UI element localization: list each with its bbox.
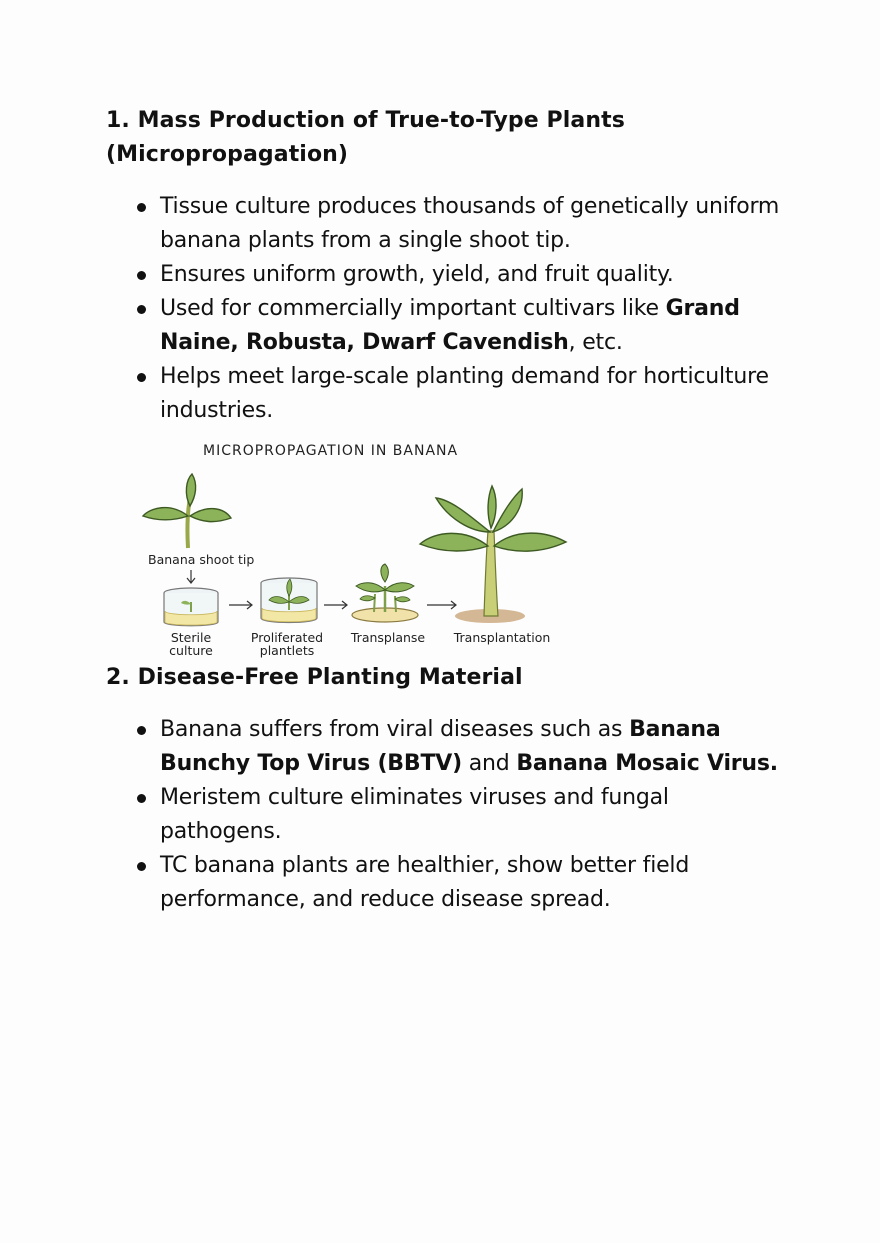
list-item — [130, 360, 790, 428]
section-heading-disease-free: 2. Disease-Free Planting Material — [106, 665, 523, 690]
shoot-tip-label: Banana shoot tip — [148, 552, 255, 567]
stage2-label-line1: Proliferated — [250, 630, 324, 645]
bullet-text: Ensures uniform growth, yield, and fruit quality. — [160, 262, 674, 287]
down-arrow-icon — [187, 570, 195, 583]
bullet-text: , etc. — [568, 330, 623, 355]
list-item — [130, 190, 790, 258]
section-heading-micropropagation: 1. Mass Production of True-to-Type Plants (Micropropagation) — [106, 108, 625, 167]
right-arrow-icon — [324, 601, 347, 609]
bold-text: Banana Bunchy Top Virus (BBTV) — [160, 717, 721, 776]
micropropagation-illustration — [130, 436, 580, 661]
stage4-label: Transplantation — [453, 630, 551, 645]
list-item — [130, 258, 790, 292]
shoot-tip-plant-icon — [143, 474, 231, 548]
bold-text: Grand Naine, Robusta, Dwarf Cavendish — [160, 296, 740, 355]
list-item — [130, 849, 790, 917]
bullet-text: Meristem culture eliminates viruses and fungal pathogens. — [160, 785, 669, 844]
figure-title: MICROPROPAGATION IN BANANA — [203, 443, 459, 459]
bullet-text: Used for commercially important cultivars like — [160, 296, 666, 321]
list-item — [130, 713, 790, 781]
bullet-text: and — [461, 751, 517, 776]
stage2-label-line2: plantlets — [259, 643, 315, 658]
transplant-tray-icon — [352, 564, 418, 622]
stage3-label: Transplanse — [350, 630, 426, 645]
bold-text: Banana Mosaic Virus. — [516, 751, 778, 776]
right-arrow-icon — [229, 601, 252, 609]
micropropagation-bullet-list — [130, 190, 790, 428]
proliferated-plantlets-dish-icon — [261, 578, 317, 623]
stage1-label-line1: Sterile — [170, 630, 212, 645]
right-arrow-icon — [427, 601, 456, 609]
list-item — [130, 292, 790, 360]
bullet-text: Tissue culture produces thousands of genetically uniform banana plants from a single shoot tip. — [160, 194, 780, 253]
disease-free-bullet-list — [130, 713, 790, 917]
stage1-label-line2: culture — [169, 643, 213, 658]
bullet-text: Banana suffers from viral diseases such as — [160, 717, 630, 742]
bullet-text: TC banana plants are healthier, show better field performance, and reduce disease spread. — [160, 853, 690, 912]
banana-plant-icon — [420, 486, 566, 623]
sterile-culture-dish-icon — [164, 588, 218, 626]
bullet-text: Helps meet large-scale planting demand for horticulture industries. — [160, 364, 769, 423]
list-item — [130, 781, 790, 849]
micropropagation-figure — [130, 436, 580, 661]
